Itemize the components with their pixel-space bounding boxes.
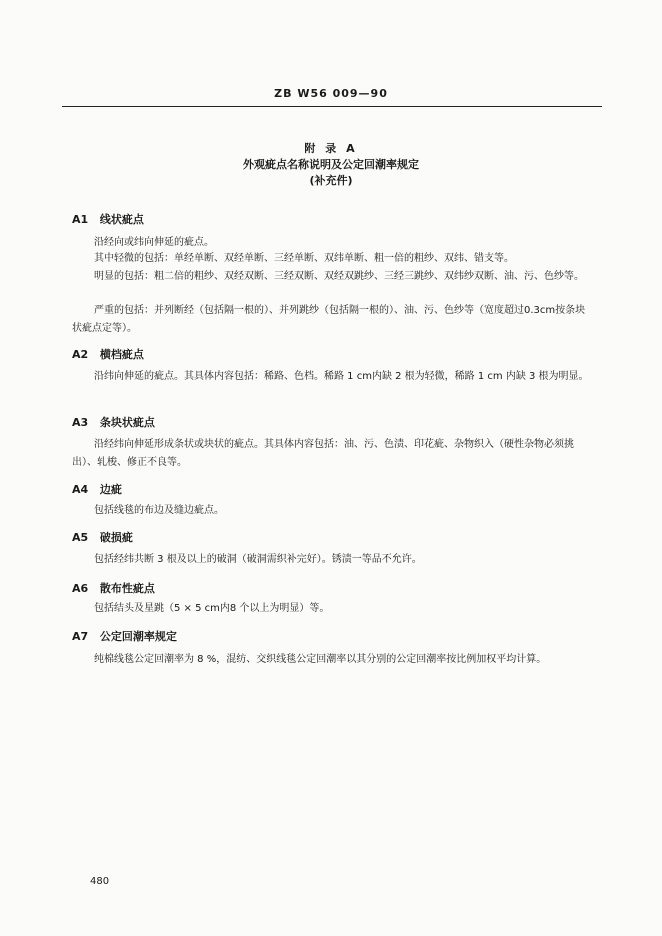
section-heading-a4 <box>72 481 122 497</box>
section-heading-a5 <box>72 529 133 545</box>
section-title: 破损疵 <box>99 531 133 544</box>
appendix-note: (补充件) <box>309 174 353 187</box>
section-title: 公定回潮率规定 <box>99 630 177 643</box>
paragraph: 包括结头及星跳（5 × 5 cm内8 个以上为明显）等。 <box>94 603 330 614</box>
section-title: 散布性疵点 <box>99 582 155 595</box>
section-number: A3 <box>72 416 89 429</box>
section-number: A5 <box>72 531 89 544</box>
section-title: 条块状疵点 <box>99 416 155 429</box>
section-heading-a1 <box>72 211 144 227</box>
page-number: 480 <box>90 876 110 887</box>
section-number: A1 <box>72 213 89 226</box>
paragraph: 沿经向或纬向伸延的疵点。 <box>94 237 214 248</box>
paragraph: 沿经纬向伸延形成条状或块状的疵点。其具体内容包括：油、污、色渍、印花疵、杂物织入（硬性杂物必须挑出）、轧梭、修正不良等。 <box>72 439 574 468</box>
header-rule <box>62 106 602 107</box>
appendix-title: 附 录 A <box>304 142 358 155</box>
section-heading-a2 <box>72 346 144 362</box>
section-title: 边疵 <box>99 483 122 496</box>
section-number: A2 <box>72 348 89 361</box>
paragraph: 包括线毯的布边及缝边疵点。 <box>94 505 224 516</box>
section-number: A4 <box>72 483 89 496</box>
section-title: 横档疵点 <box>99 348 144 361</box>
paragraph: 其中轻微的包括：单经单断、双经单断、三经单断、双纬单断、粗一倍的粗纱、双纬、错支等。 <box>94 253 514 264</box>
standard-code: ZB W56 009—90 <box>274 87 388 100</box>
section-number: A6 <box>72 582 89 595</box>
paragraph: 严重的包括：并列断经（包括隔一根的）、并列跳纱（包括隔一根的）、油、污、色纱等（宽度超过0.3cm按条块状疵点定等）。 <box>72 305 586 334</box>
appendix-subtitle: 外观疵点名称说明及公定回潮率规定 <box>243 158 419 171</box>
paragraph: 纯棉线毯公定回潮率为 8 %，混纺、交织线毯公定回潮率以其分别的公定回潮率按比例加权平均计算。 <box>94 654 547 665</box>
paragraph: 沿纬向伸延的疵点。其具体内容包括：稀路、色档。稀路 1 cm内缺 2 根为轻微，稀路 1 cm 内缺 3 根为明显。 <box>94 371 589 382</box>
section-heading-a6 <box>72 580 155 596</box>
paragraph: 明显的包括：粗二倍的粗纱、双经双断、三经双断、双经双跳纱、三经三跳纱、双纬纱双断、油、污、色纱等。 <box>94 271 584 282</box>
section-heading-a3 <box>72 414 155 430</box>
section-heading-a7 <box>72 628 177 644</box>
section-number: A7 <box>72 630 89 643</box>
paragraph: 包括经纬共断 3 根及以上的破洞（破洞需织补完好）。锈渍一等品不允许。 <box>94 554 422 565</box>
section-title: 线状疵点 <box>99 213 144 226</box>
